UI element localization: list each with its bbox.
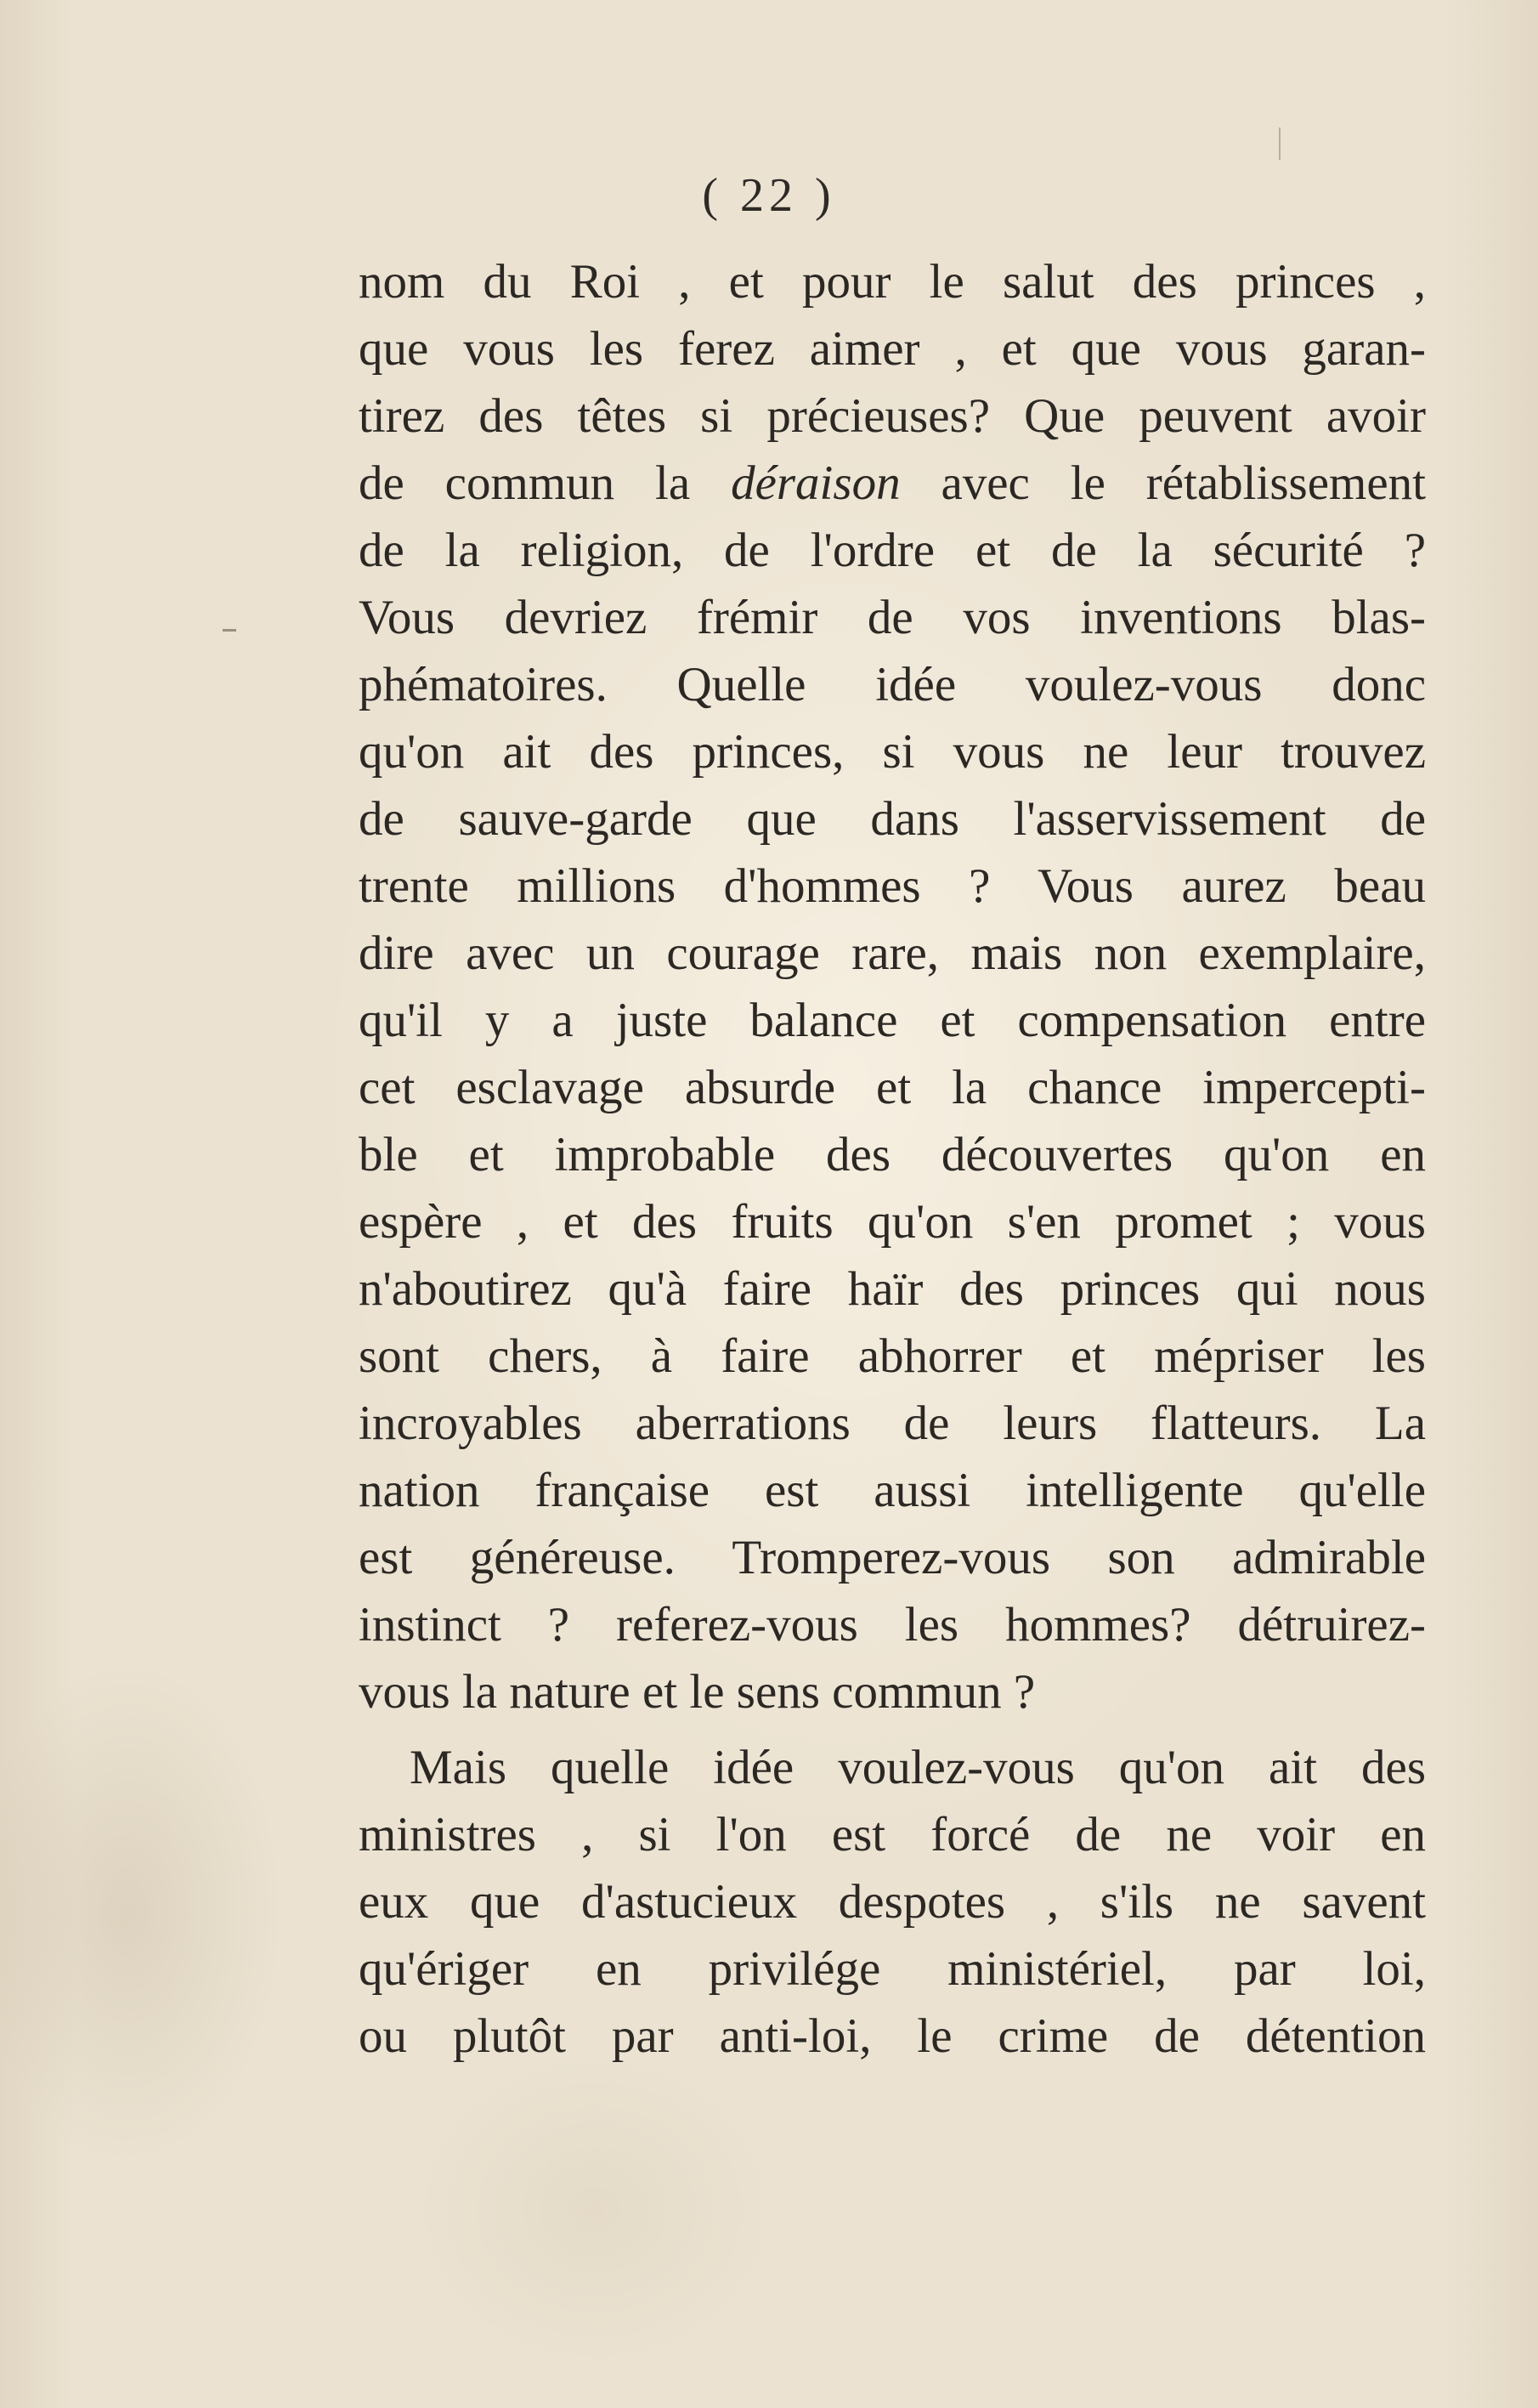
paper-mark <box>1279 127 1281 160</box>
text-line-4-suffix: avec le rétablissement <box>900 456 1426 510</box>
page-number: ( 22 ) <box>702 169 836 222</box>
text-line-9: de sauve-garde que dans l'asservissement de <box>359 792 1426 846</box>
italic-word-deraison: déraison <box>731 456 901 510</box>
text-line-1: nom du Roi , et pour le salut des princes , <box>359 255 1426 309</box>
text-line-8: qu'on ait des princes, si vous ne leur trouvez <box>359 725 1426 779</box>
text-line-6: Vous devriez frémir de vos inventions blas- <box>359 591 1426 644</box>
text-line-4 <box>359 450 1426 517</box>
text-line-15: espère , et des fruits qu'on s'en promet ; vous <box>359 1195 1426 1249</box>
text-line-16: n'aboutirez qu'à faire haïr des princes qui nous <box>359 1262 1426 1316</box>
text-line-10: trente millions d'hommes ? Vous aurez beau <box>359 859 1426 913</box>
margin-mark <box>223 629 236 632</box>
text-line-25: eux que d'astucieux despotes , s'ils ne savent <box>359 1875 1426 1929</box>
text-line-13: cet esclavage absurde et la chance impercepti- <box>359 1061 1426 1114</box>
text-line-26: qu'ériger en privilége ministériel, par loi, <box>359 1942 1426 1996</box>
text-line-18: incroyables aberrations de leurs flatteurs. La <box>359 1397 1426 1450</box>
text-line-14: ble et improbable des découvertes qu'on en <box>359 1128 1426 1181</box>
text-line-19: nation française est aussi intelligente qu'elle <box>359 1464 1426 1517</box>
text-line-4-prefix: de commun la <box>359 456 732 510</box>
text-line-3: tirez des têtes si précieuses? Que peuvent avoir <box>359 389 1426 443</box>
text-line-24: ministres , si l'on est forcé de ne voir en <box>359 1808 1426 1861</box>
body-text <box>359 248 1426 2070</box>
text-line-27: ou plutôt par anti-loi, le crime de détention <box>359 2009 1426 2063</box>
text-line-11: dire avec un courage rare, mais non exemplaire, <box>359 926 1426 980</box>
text-line-17: sont chers, à faire abhorrer et mépriser les <box>359 1329 1426 1383</box>
text-line-21: instinct ? referez-vous les hommes? détruirez- <box>359 1598 1426 1652</box>
text-line-5: de la religion, de l'ordre et de la sécurité ? <box>359 524 1426 577</box>
text-line-12: qu'il y a juste balance et compensation entre <box>359 994 1426 1047</box>
text-line-7: phématoires. Quelle idée voulez-vous donc <box>359 658 1426 711</box>
text-line-23: Mais quelle idée voulez-vous qu'on ait des <box>410 1741 1426 1794</box>
text-line-20: est généreuse. Tromperez-vous son admirable <box>359 1531 1426 1584</box>
text-line-22: vous la nature et le sens commun ? <box>359 1665 1036 1719</box>
text-line-2: que vous les ferez aimer , et que vous garan- <box>359 322 1426 376</box>
